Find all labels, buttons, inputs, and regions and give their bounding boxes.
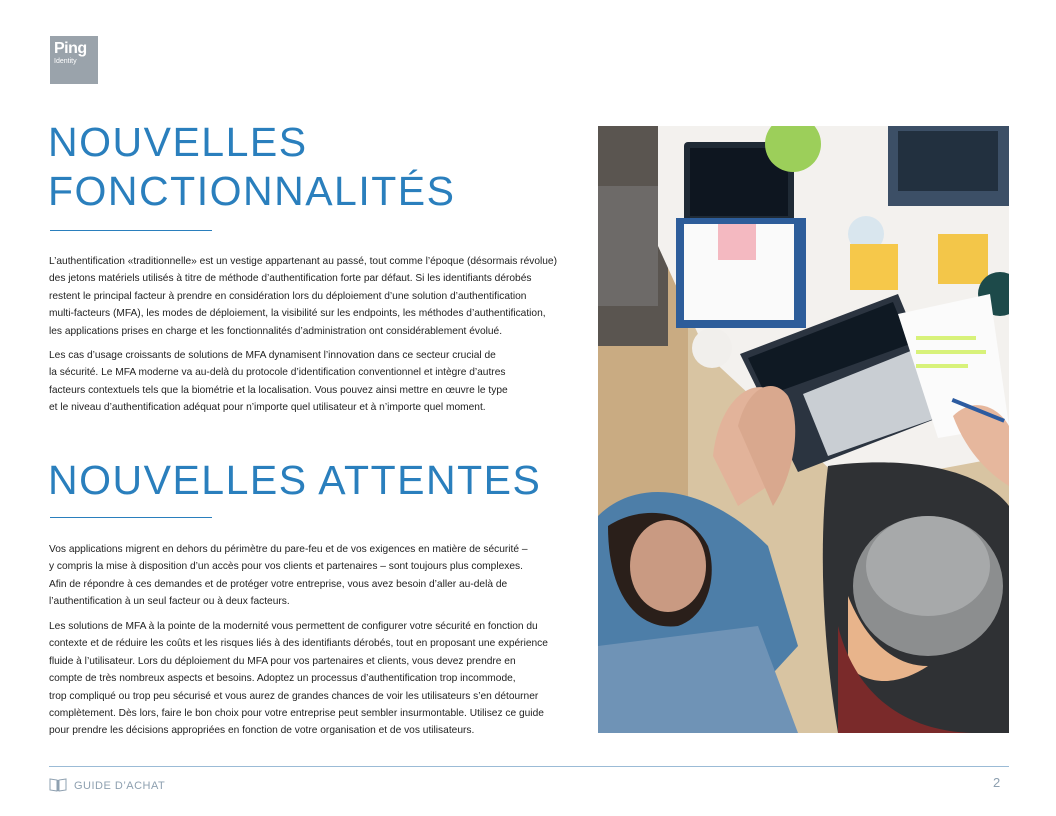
text-line: l’authentification à un seul facteur ou à deux facteurs. (49, 596, 290, 608)
text-line: les applications prises en charge et les fonctionnalités d’administration ont considérablement évolué. (49, 325, 503, 337)
title-line-1: NOUVELLES (48, 119, 308, 165)
footer-label: GUIDE D’ACHAT (74, 780, 166, 792)
text-line: fluide à l’utilisateur. Lors du déploiement du MFA pour vos partenaires et clients, vous devez prendre en (49, 655, 516, 667)
text-line: multi-facteurs (MFA), les modes de déploiement, la visibilité sur les endpoints, les méthodes d’authentification, (49, 308, 546, 320)
paragraph-applications (49, 541, 569, 611)
text-line: y compris la mise à disposition d’un accès pour vos clients et partenaires – sont toujours plus complexes. (49, 561, 523, 573)
logo-subtitle: Identity (54, 58, 77, 65)
section-title-nouvelles-attentes: NOUVELLES ATTENTES (48, 457, 542, 503)
footer-divider (49, 766, 1009, 767)
text-line: compte de très nombreux aspects et besoins. Adoptez un processus d’authentification trop incommode, (49, 673, 516, 685)
text-line: facteurs contextuels tels que la biométrie et la localisation. Vous pouvez ainsi mettre en œuvre le type (49, 384, 508, 396)
title-underline (50, 230, 212, 231)
title-line-2: FONCTIONNALITÉS (48, 168, 456, 214)
ping-identity-logo (50, 36, 98, 84)
book-icon (49, 778, 67, 792)
paragraph-mfa-usage (49, 347, 569, 417)
text-line: la sécurité. Le MFA moderne va au-delà du protocole d’identification conventionnel et intègre d’autres (49, 367, 506, 379)
paragraph-intro (49, 253, 569, 340)
text-line: Vos applications migrent en dehors du périmètre du pare-feu et de vos exigences en matière de sécurité – (49, 544, 528, 555)
office-desk-photo (598, 126, 1009, 733)
text-line: et le niveau d’authentification adéquat pour n’importe quel utilisateur et à n’importe quel moment. (49, 402, 486, 414)
text-line: L’authentification «traditionnelle» est un vestige appartenant au passé, tout comme l’époque (désormais révolue) (49, 256, 557, 267)
page-number: 2 (993, 775, 1001, 790)
logo-wordmark: Ping (54, 40, 87, 57)
section-title-nouvelles-fonctionnalites (48, 118, 455, 216)
paragraph-mfa-solutions (49, 618, 569, 740)
text-line: des jetons matériels utilisés à titre de méthode d’authentification forte par défaut. Si les identifiants dérobés (49, 273, 532, 285)
text-line: contexte et de réduire les coûts et les risques liés à des identifiants dérobés, tout en proposant une expérience (49, 638, 548, 650)
text-line: Les cas d’usage croissants de solutions de MFA dynamisent l’innovation dans ce secteur crucial de (49, 350, 496, 361)
text-line: trop compliqué ou trop peu sécurisé et vous aurez de grandes chances de voir les utilisateurs s’en détourner (49, 690, 539, 702)
text-line: Afin de répondre à ces demandes et de protéger votre entreprise, vous avez besoin d’aller au-delà de (49, 578, 508, 590)
text-line: pour prendre les décisions appropriées en fonction de votre organisation et de vos utilisateurs. (49, 725, 475, 737)
text-line: Les solutions de MFA à la pointe de la modernité vous permettent de configurer votre sécurité en fonction du (49, 621, 538, 632)
text-line: complètement. Dès lors, faire le bon choix pour votre entreprise peut sembler insurmontable. Utilisez ce guide (49, 708, 544, 720)
text-line: restent le principal facteur à prendre en considération lors du déploiement d’une solution d’authentification (49, 290, 527, 302)
title-underline (50, 517, 212, 518)
